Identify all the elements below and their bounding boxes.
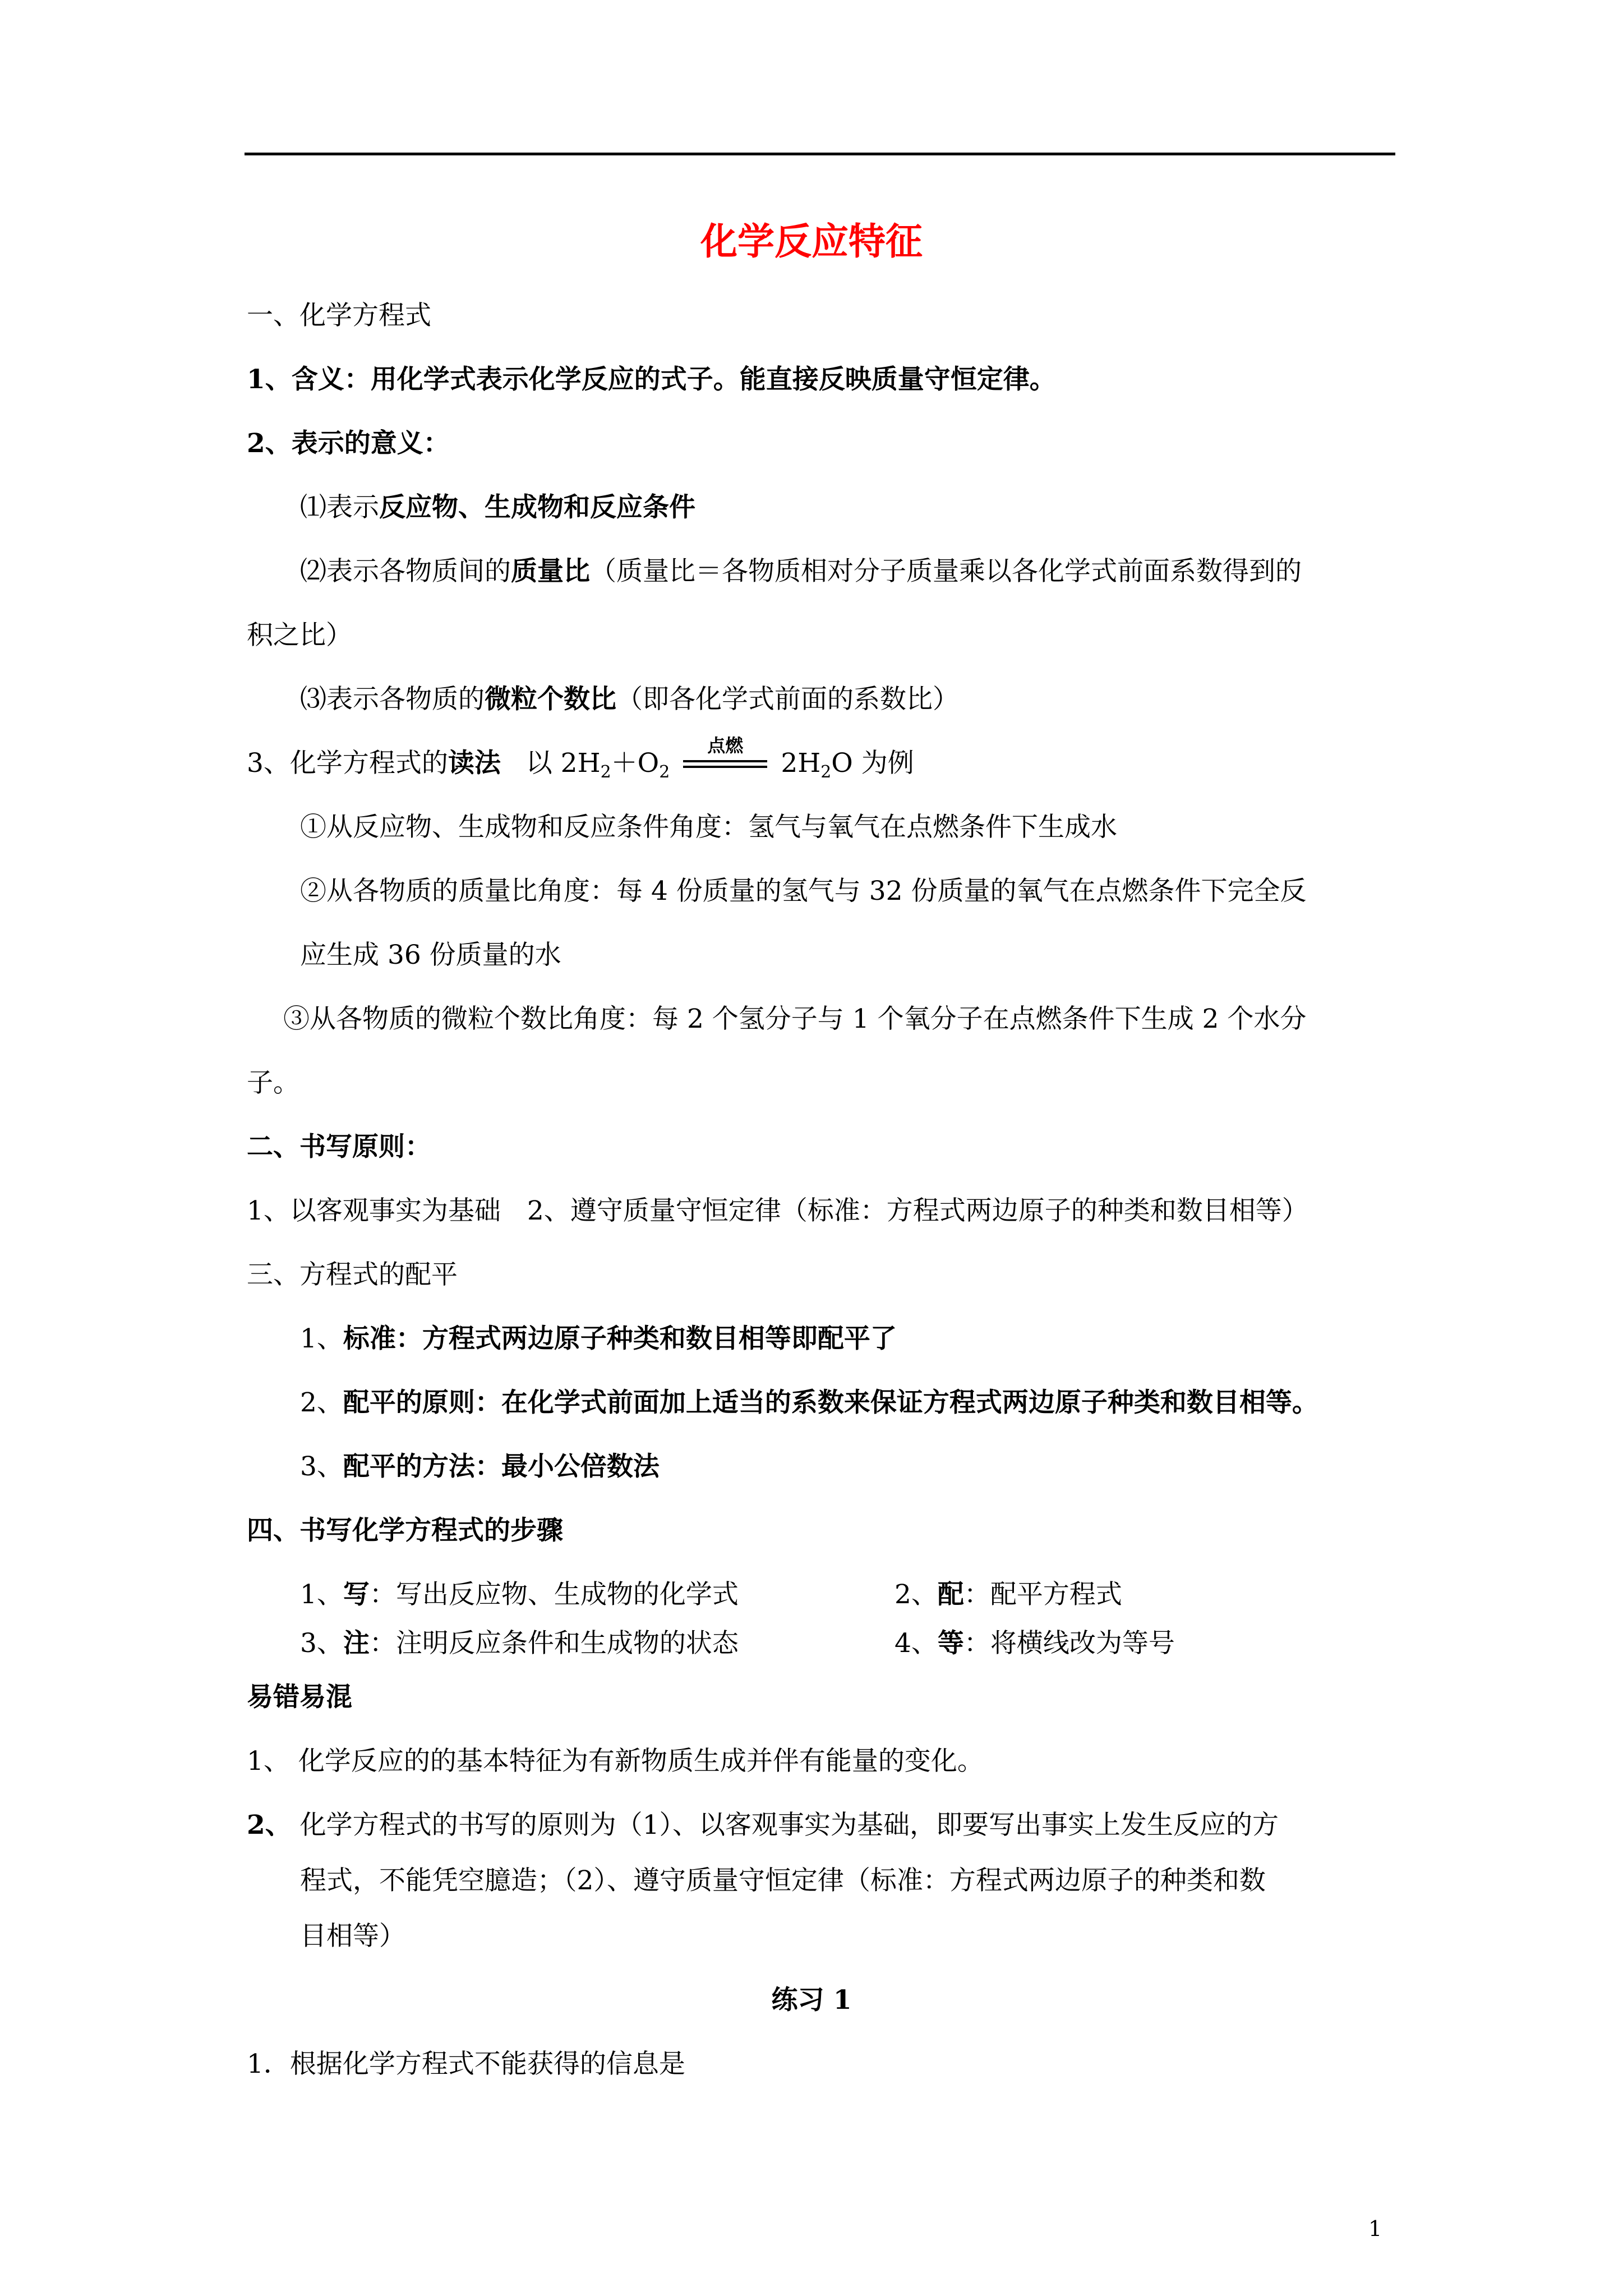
balance-item-3	[300, 1450, 660, 1484]
step-3-key: 注	[343, 1628, 370, 1659]
step-1-key: 写	[343, 1579, 370, 1610]
pitfall-2-num: 2、	[247, 1810, 292, 1841]
pitfall-2-cont-1: 程式，不能凭空臆造；（2）、遵守质量守恒定律（标准：方程式两边原子的种类和数	[300, 1865, 1266, 1896]
exercise-heading: 练习 1	[771, 1985, 852, 2016]
exercise-question-1: 1．根据化学方程式不能获得的信息是	[247, 2049, 685, 2079]
section-4-heading: 四、书写化学方程式的步骤	[247, 1515, 563, 1546]
significance-item-2-prefix: ⑵表示各物质间的	[300, 556, 511, 587]
step-4-key: 等	[937, 1628, 964, 1659]
step-3-num: 3、	[300, 1628, 343, 1659]
pitfalls-heading: 易错易混	[247, 1682, 352, 1713]
significance-item-2	[300, 555, 1302, 588]
step-2-text: ：配平方程式	[963, 1579, 1122, 1610]
reaction-arrow	[683, 735, 767, 780]
significance-item-2-bold: 质量比	[511, 556, 590, 587]
balance-item-3-text: 配平的方法：最小公倍数法	[343, 1451, 660, 1482]
equals-bar-top	[683, 760, 767, 762]
section-1-heading: 一、化学方程式	[247, 300, 431, 331]
section-2-heading: 二、书写原则：	[247, 1131, 431, 1162]
reading-item-2-cont: 应生成 36 份质量的水	[300, 940, 561, 970]
step-2-key: 配	[937, 1579, 964, 1610]
step-4-text: ：将横线改为等号	[963, 1628, 1175, 1659]
balance-item-2-num: 2、	[300, 1387, 343, 1418]
reading-sub-1: 2	[600, 762, 611, 782]
reading-item-3-cont: 子。	[247, 1068, 299, 1098]
reading-product: 2H	[781, 748, 821, 779]
header-rule	[245, 153, 1395, 155]
pitfall-2-text: 化学方程式的书写的原则为（1）、以客观事实为基础，即要写出事实上发生反应的方	[291, 1810, 1279, 1841]
reading-plus: ＋O	[611, 748, 660, 779]
significance-item-1	[300, 491, 695, 524]
significance-item-2-rest: （质量比＝各物质相对分子质量乘以各化学式前面系数得到的	[590, 556, 1302, 587]
step-1	[300, 1578, 739, 1612]
balance-item-1	[300, 1322, 897, 1356]
significance-item-1-bold: 反应物、生成物和反应条件	[379, 492, 695, 523]
step-1-text: ：写出反应物、生成物的化学式	[369, 1579, 739, 1610]
reading-sub-3: 2	[820, 762, 832, 782]
reading-sub-2: 2	[659, 762, 670, 782]
reaction-condition: 点燃	[707, 735, 744, 756]
balance-item-1-text: 标准：方程式两边原子种类和数目相等即配平了	[343, 1323, 897, 1354]
significance-item-3-prefix: ⑶表示各物质的	[300, 684, 485, 715]
balance-item-2-text: 配平的原则：在化学式前面加上适当的系数来保证方程式两边原子种类和数目相等。	[343, 1387, 1318, 1418]
page-number: 1	[1368, 2216, 1382, 2241]
step-4	[895, 1627, 1175, 1660]
step-1-num: 1、	[300, 1579, 343, 1610]
reading-prefix: 3、化学方程式的	[247, 748, 448, 779]
section-2-text: 1、以客观事实为基础 2、遵守质量守恒定律（标准：方程式两边原子的种类和数目相等）	[247, 1195, 1308, 1226]
section-3-heading: 三、方程式的配平	[247, 1259, 458, 1290]
reading-end: O 为例	[831, 748, 914, 779]
step-4-num: 4、	[895, 1628, 938, 1659]
step-3-text: ：注明反应条件和生成物的状态	[369, 1628, 739, 1659]
pitfall-2	[247, 1809, 1279, 1842]
page-title: 化学反应特征	[700, 219, 923, 263]
balance-item-1-num: 1、	[300, 1323, 343, 1354]
significance-item-3	[300, 683, 959, 716]
reading-item-2: ②从各物质的质量比角度：每 4 份质量的氢气与 32 份质量的氧气在点燃条件下完全反	[300, 876, 1307, 907]
significance-heading: 2、表示的意义：	[247, 428, 450, 459]
equals-bar-bottom	[683, 766, 767, 768]
meaning-line: 1、含义：用化学式表示化学反应的式子。能直接反映质量守恒定律。	[247, 364, 1056, 395]
reading-item-3: ③从各物质的微粒个数比角度：每 2 个氢分子与 1 个氧分子在点燃条件下生成 2 个水分	[283, 1004, 1307, 1034]
reading-item-1: ①从反应物、生成物和反应条件角度：氢气与氧气在点燃条件下生成水	[300, 812, 1117, 843]
step-3	[300, 1627, 739, 1660]
pitfall-1: 1、 化学反应的的基本特征为有新物质生成并伴有能量的变化。	[247, 1746, 984, 1777]
significance-item-3-rest: （即各化学式前面的系数比）	[616, 684, 959, 715]
pitfall-2-cont-2: 目相等）	[300, 1921, 405, 1952]
balance-item-3-num: 3、	[300, 1451, 343, 1482]
reading-line	[247, 735, 914, 782]
significance-item-3-bold: 微粒个数比	[485, 684, 616, 715]
balance-item-2	[300, 1386, 1318, 1420]
significance-item-2-cont: 积之比）	[247, 620, 352, 651]
step-2	[895, 1578, 1122, 1612]
significance-item-1-prefix: ⑴表示	[300, 492, 379, 523]
reading-reactant: 以 2H	[525, 748, 601, 779]
reading-bold: 读法	[448, 748, 501, 779]
step-2-num: 2、	[895, 1579, 938, 1610]
